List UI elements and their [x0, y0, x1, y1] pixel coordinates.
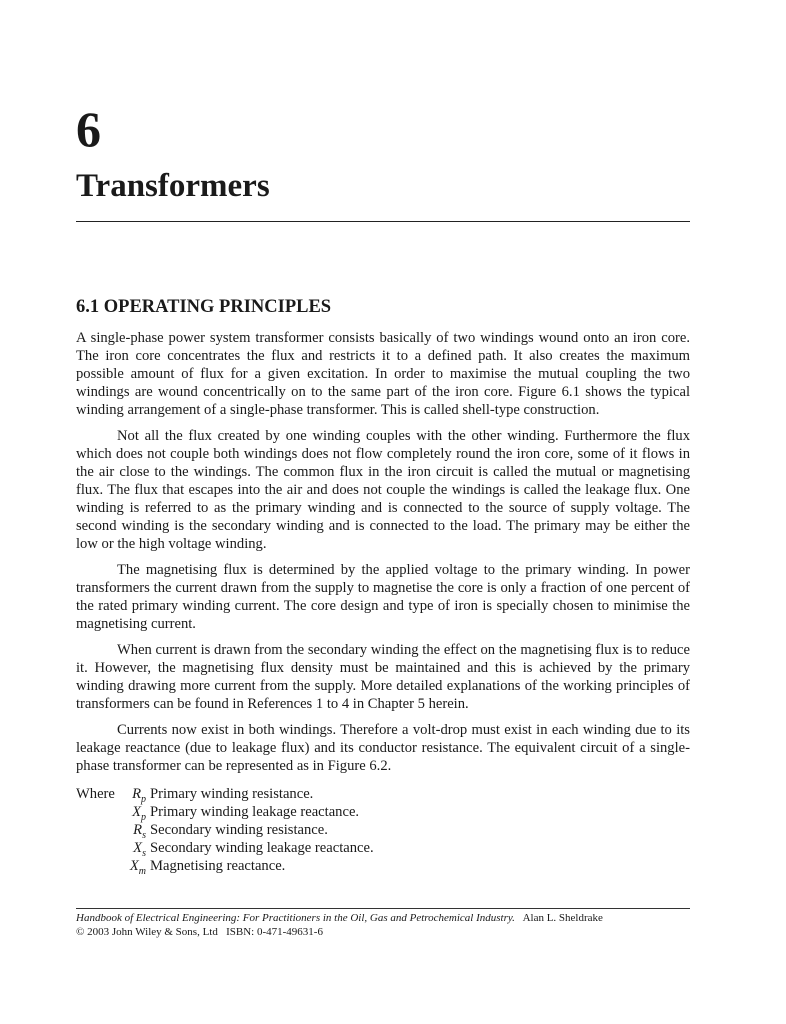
definition-item: [76, 839, 690, 857]
definition-item: [76, 857, 690, 875]
symbol-subscript: p: [141, 793, 146, 805]
paragraph-5: Currents now exist in both windings. Therefore a volt-drop must exist in each winding due to its leakage reactance (due to leakage flux) and its conductor resistance. The equivalent circuit of a single-phase transformer can be represented as in Figure 6.2.: [76, 722, 690, 774]
footer-line-1: [76, 911, 690, 925]
section-heading: 6.1 OPERATING PRINCIPLES: [76, 297, 332, 317]
definitions-lead: Where: [76, 786, 115, 802]
definition-text: Secondary winding resistance.: [150, 822, 328, 838]
footer-divider: [76, 908, 690, 909]
chapter-number: 6: [76, 101, 101, 157]
symbol-base: R: [133, 822, 143, 838]
page-footer: [76, 911, 690, 939]
definitions-list: [76, 785, 690, 875]
symbol-subscript: s: [142, 829, 146, 841]
symbol-base: X: [129, 858, 139, 874]
paragraph-4: When current is drawn from the secondary winding the effect on the magnetising flux is to reduce it. However, the magnetising flux density must be maintained and this is achieved by the primary winding drawing more current from the supply. More detailed explanations of the working principles of transformers can be found in References 1 to 4 in Chapter 5 herein.: [76, 642, 690, 712]
copyright-notice: © 2003 John Wiley & Sons, Ltd: [76, 926, 218, 938]
definition-symbol: [122, 821, 146, 839]
symbol-subscript: s: [142, 847, 146, 859]
definition-text: Primary winding leakage reactance.: [150, 804, 360, 820]
symbol-base: X: [132, 804, 141, 820]
paragraph-1: A single-phase power system transformer consists basically of two windings wound onto an iron core. The iron core concentrates the flux and restricts it to a defined path. It also creates the maximum possible amount of flux for a given excitation. In order to maximise the mutual coupling the two windings are wound concentrically on to the same part of the iron core. Figure 6.1 shows the typical winding arrangement of a single-phase transformer. This is called shell-type construction.: [76, 330, 690, 418]
body-text: [76, 329, 690, 875]
book-title: Handbook of Electrical Engineering: For Practitioners in the Oil, Gas and Petrochemical Industry.: [76, 912, 515, 924]
definition-symbol: [122, 839, 146, 857]
footer-line-2: [76, 925, 690, 939]
symbol-base: X: [133, 840, 143, 856]
title-divider: [76, 221, 690, 222]
symbol-subscript: m: [138, 865, 146, 877]
definition-text: Magnetising reactance.: [150, 858, 286, 874]
definition-text: Secondary winding leakage reactance.: [150, 840, 374, 856]
paragraph-2: Not all the flux created by one winding couples with the other winding. Furthermore the flux which does not couple both windings does not flow completely round the iron core, some of it flows in the air close to the windings. The common flux in the iron circuit is called the mutual or magnetising flux. The flux that escapes into the air and does not couple the windings is called the leakage flux. One winding is referred to as the primary winding and is connected to the source of supply voltage. The second winding is the secondary winding and is connected to the load. The primary may be either the low or the high voltage winding.: [76, 428, 690, 552]
symbol-subscript: p: [141, 811, 146, 823]
definition-symbol: [122, 785, 146, 803]
symbol-base: R: [132, 786, 141, 802]
chapter-title: Transformers: [76, 168, 270, 204]
definition-text: Primary winding resistance.: [150, 786, 314, 802]
isbn: ISBN: 0-471-49631-6: [226, 926, 323, 938]
definition-symbol: [122, 803, 146, 821]
definition-item: [76, 821, 690, 839]
author-name: Alan L. Sheldrake: [522, 912, 603, 924]
paragraph-3: The magnetising flux is determined by the applied voltage to the primary winding. In power transformers the current drawn from the supply to magnetise the core is only a fraction of one percent of the rated primary winding current. The core design and type of iron is specially chosen to minimise the magnetising current.: [76, 562, 690, 632]
definition-item: [76, 803, 690, 821]
definition-symbol: [122, 857, 146, 875]
definition-item: [76, 785, 690, 803]
